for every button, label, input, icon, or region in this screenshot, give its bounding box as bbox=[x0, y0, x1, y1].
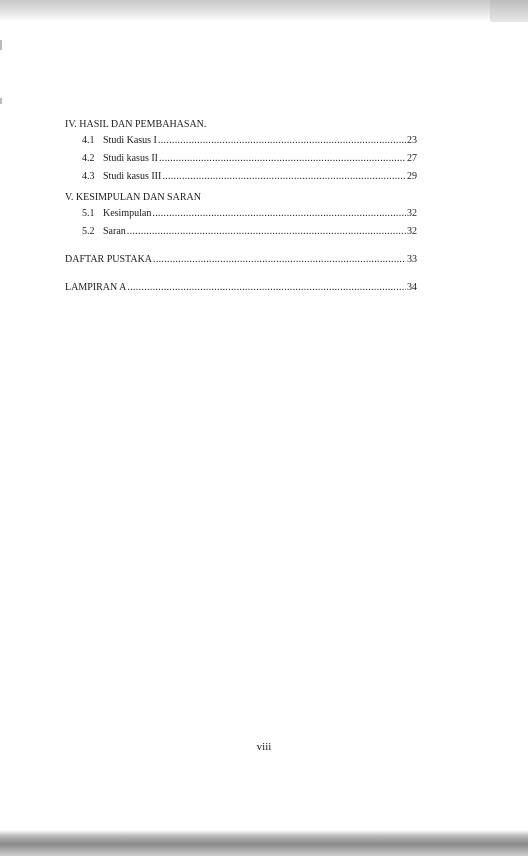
dot-leader bbox=[127, 279, 406, 297]
page-number-footer: viii bbox=[256, 741, 272, 753]
page-number: 29 bbox=[407, 171, 417, 182]
dot-leader bbox=[162, 168, 406, 186]
dot-leader bbox=[153, 251, 406, 269]
section-number: 4.1 bbox=[82, 135, 95, 146]
scan-top-edge bbox=[0, 0, 528, 22]
page-number: 33 bbox=[407, 254, 417, 265]
page-number: 23 bbox=[407, 135, 417, 146]
section-title: Studi kasus III bbox=[103, 171, 162, 182]
section-number: 5.2 bbox=[82, 226, 95, 237]
section-title: LAMPIRAN A bbox=[65, 282, 127, 293]
chapter-heading: V. KESIMPULAN DAN SARAN bbox=[65, 192, 201, 203]
section-title: Kesimpulan bbox=[103, 208, 152, 219]
dot-leader bbox=[152, 205, 406, 223]
page-number: 34 bbox=[407, 282, 417, 293]
scan-margin-mark bbox=[0, 40, 2, 50]
section-number: 5.1 bbox=[82, 208, 95, 219]
table-of-contents bbox=[65, 118, 417, 297]
section-title: DAFTAR PUSTAKA bbox=[65, 254, 153, 265]
section-title: Studi Kasus I bbox=[103, 135, 157, 146]
section-number: 4.3 bbox=[82, 171, 95, 182]
dot-leader bbox=[158, 132, 406, 150]
toc-entry[interactable] bbox=[65, 223, 417, 241]
dot-leader bbox=[127, 223, 406, 241]
section-title: Studi kasus II bbox=[103, 153, 158, 164]
toc-entry[interactable] bbox=[65, 205, 417, 223]
scan-margin-mark bbox=[0, 98, 2, 104]
toc-entry[interactable] bbox=[65, 132, 417, 150]
scan-bottom-edge bbox=[0, 830, 528, 856]
section-number: 4.2 bbox=[82, 153, 95, 164]
page-number: 27 bbox=[407, 153, 417, 164]
toc-entry-daftar-pustaka[interactable] bbox=[65, 251, 417, 269]
chapter-heading: IV. HASIL DAN PEMBAHASAN. bbox=[65, 119, 207, 130]
toc-entry[interactable] bbox=[65, 168, 417, 186]
toc-entry-lampiran[interactable] bbox=[65, 279, 417, 297]
section-title: Saran bbox=[103, 226, 126, 237]
page-number: 32 bbox=[407, 226, 417, 237]
page-number: 32 bbox=[407, 208, 417, 219]
dot-leader bbox=[159, 150, 406, 168]
toc-entry[interactable] bbox=[65, 150, 417, 168]
